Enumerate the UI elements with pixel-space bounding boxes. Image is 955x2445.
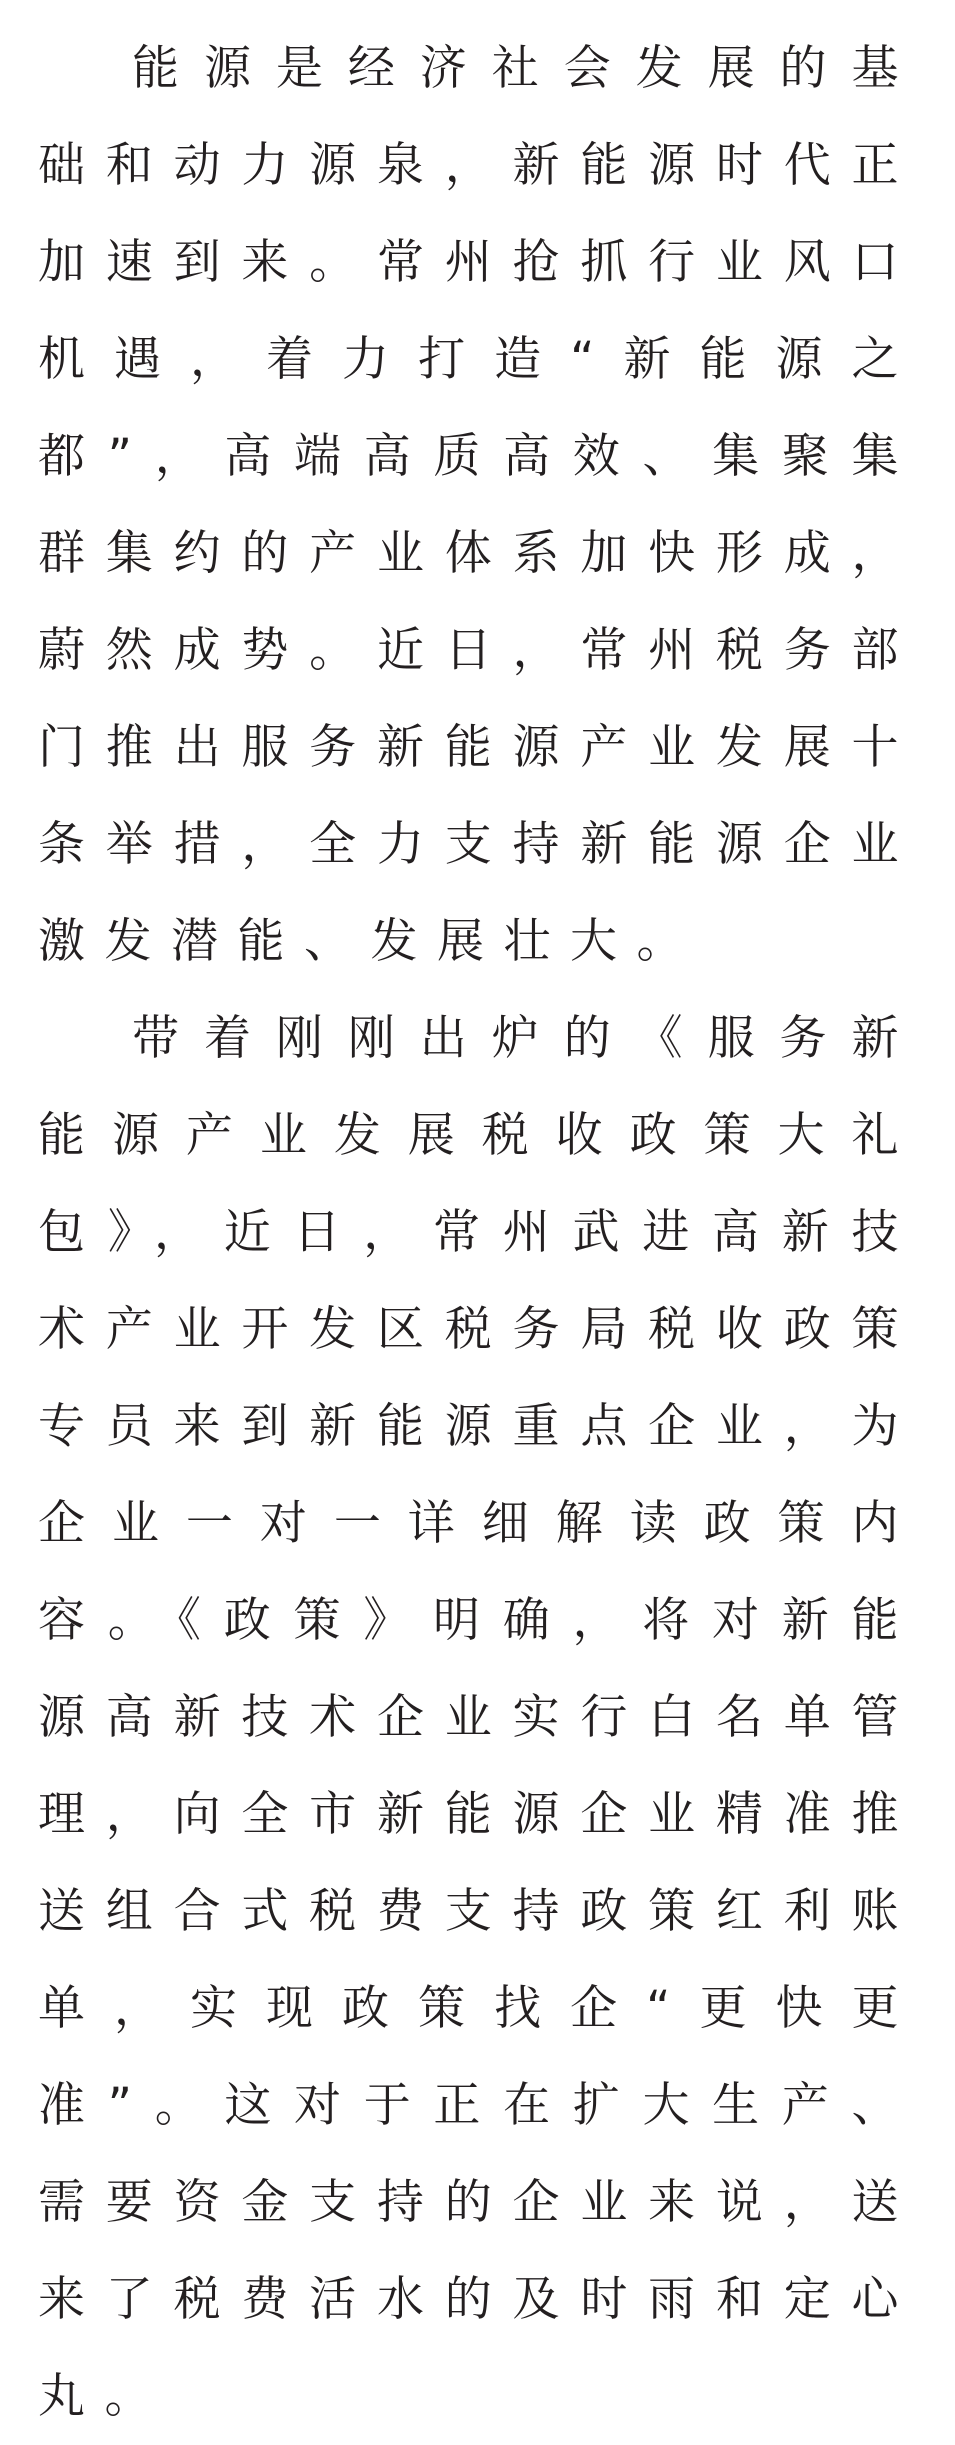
paragraph-2: 带着刚刚出炉的《服务新能源产业发展税收政策大礼包》，近日，常州武进高新技术产业开发区税务局税收政策专员来到新能源重点企业，为企业一对一详细解读政策内容。《政策》明确，将对新能源高新技术企业实行白名单管理，向全市新能源企业精准推送组合式税费支持政策红利账单，实现政策找企“更快更准”。这对于正在扩大生产、需要资金支持的企业来说，送来了税费活水的及时雨和定心丸。 bbox=[38, 1011, 918, 2424]
article-body bbox=[38, 20, 918, 2445]
paragraph-1: 能源是经济社会发展的基础和动力源泉，新能源时代正加速到来。常州抢抓行业风口机遇，着力打造“新能源之都”，高端高质高效、集聚集群集约的产业体系加快形成，蔚然成势。近日，常州税务部门推出服务新能源产业发展十条举措，全力支持新能源企业激发潜能、发展壮大。 bbox=[38, 41, 918, 969]
